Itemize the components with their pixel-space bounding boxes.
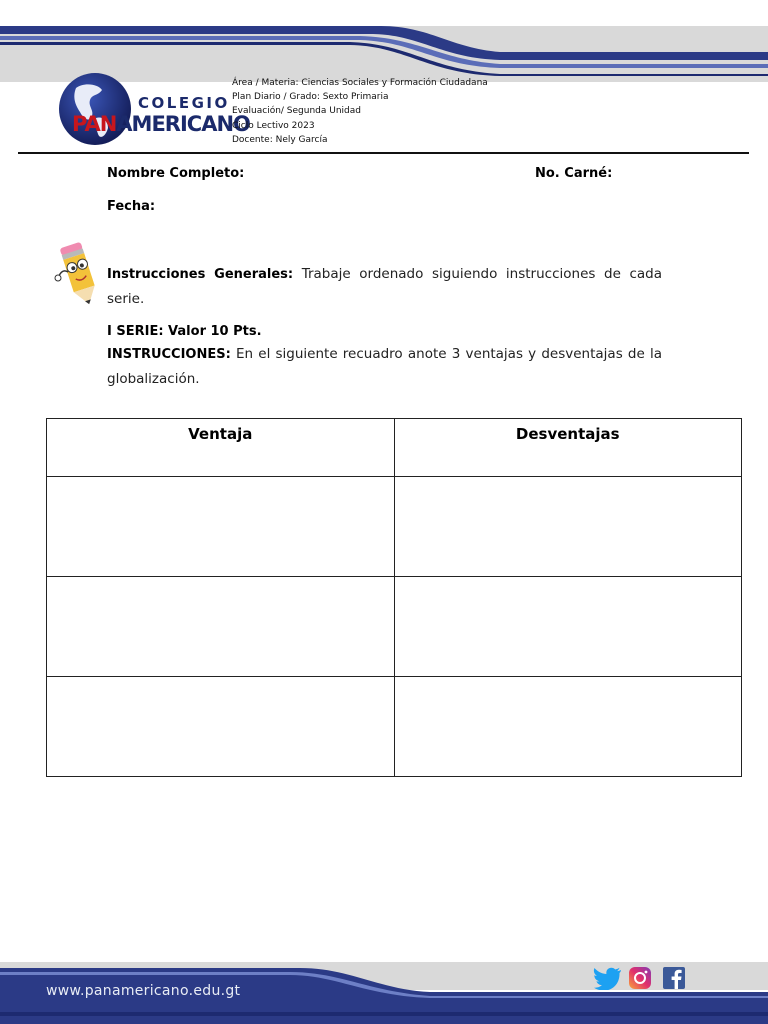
logo-panamericano-text	[72, 112, 250, 136]
general-instructions	[107, 262, 662, 311]
school-logo	[58, 72, 250, 146]
header-info	[232, 76, 488, 147]
header-band	[0, 0, 768, 82]
general-instructions-text: Trabaje ordenado siguiendo instrucciones de cada serie.	[107, 266, 663, 307]
ventaja-cell-3[interactable]	[47, 677, 395, 777]
series-title: I SERIE: Valor 10 Pts.	[107, 324, 262, 339]
info-line-grado: Plan Diario / Grado: Sexto Primaria	[232, 92, 389, 103]
date-label: Fecha:	[107, 199, 156, 214]
carne-label: No. Carné:	[535, 166, 613, 181]
table-header-row	[47, 419, 742, 477]
pencil-mascot-icon	[52, 238, 104, 308]
logo-pan-text: PAN	[72, 112, 117, 136]
header-ventaja: Ventaja	[47, 419, 395, 477]
twitter-icon[interactable]	[593, 966, 623, 990]
logo-colegio-text: COLEGIO	[138, 94, 230, 112]
desventaja-cell-3[interactable]	[394, 677, 742, 777]
ventaja-cell-2[interactable]	[47, 577, 395, 677]
table-row	[47, 577, 742, 677]
header-desventajas: Desventajas	[394, 419, 742, 477]
facebook-icon[interactable]	[662, 966, 686, 990]
series-instructions	[107, 342, 662, 391]
series-instructions-text: En el siguiente recuadro anote 3 ventajas y desventajas de la globalización.	[107, 346, 662, 387]
advantages-table	[46, 418, 742, 777]
ventaja-cell-1[interactable]	[47, 477, 395, 577]
general-instructions-label: Instrucciones Generales:	[107, 267, 294, 282]
footer-url[interactable]: www.panamericano.edu.gt	[46, 983, 241, 999]
info-line-ciclo: Ciclo Lectivo 2023	[232, 120, 315, 131]
logo-americano-text: AMERICANO	[116, 112, 250, 136]
instagram-icon[interactable]	[628, 966, 652, 990]
desventaja-cell-1[interactable]	[394, 477, 742, 577]
info-line-area: Área / Materia: Ciencias Sociales y Formación Ciudadana	[232, 78, 488, 88]
table-row	[47, 477, 742, 577]
name-label: Nombre Completo:	[107, 166, 245, 181]
desventaja-cell-2[interactable]	[394, 577, 742, 677]
series-instructions-label: INSTRUCCIONES:	[107, 347, 231, 362]
info-line-docente: Docente: Nely García	[232, 134, 328, 145]
table-row	[47, 677, 742, 777]
info-line-evaluacion: Evaluación/ Segunda Unidad	[232, 106, 361, 117]
header-divider	[18, 152, 749, 154]
